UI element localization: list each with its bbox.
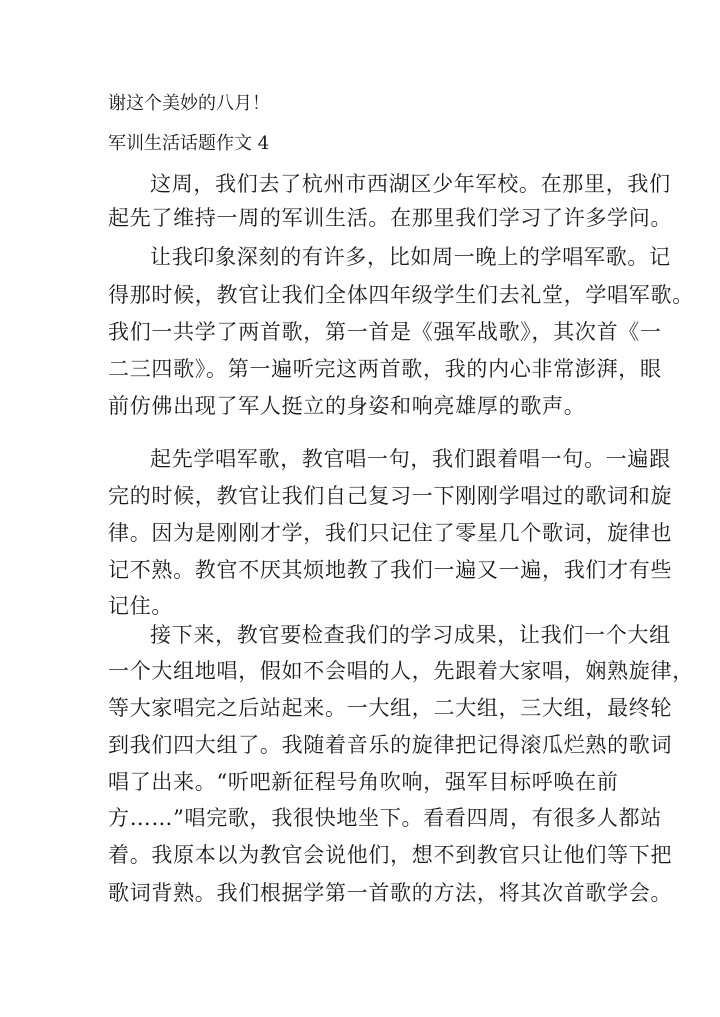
paragraph-line: 唱了出来。“听吧新征程号角吹响，强军目标呼唤在前 <box>108 770 619 794</box>
paragraph-line: 让我印象深刻的有许多，比如周一晚上的学唱军歌。记 <box>150 245 671 269</box>
section-title: 军训生活话题作文 4 <box>108 133 270 154</box>
paragraph-line: 等大家唱完之后站起来。一大组，二大组，三大组，最终轮 <box>108 696 673 720</box>
paragraph-line: 接下来，教官要检查我们的学习成果，让我们一个大组 <box>150 623 671 647</box>
paragraph-line: 完的时候，教官让我们自己复习一下刚刚学唱过的歌词和旋 <box>108 484 673 508</box>
paragraph-line: 方……”唱完歌，我很快地坐下。看看四周，有很多人都站 <box>108 806 662 830</box>
paragraph-line: 前仿佛出现了军人挺立的身姿和响亮雄厚的歌声。 <box>108 394 586 418</box>
paragraph-line: 起先了维持一周的军训生活。在那里我们学习了许多学问。 <box>108 206 673 230</box>
paragraph-line: 得那时候，教官让我们全体四年级学生们去礼堂，学唱军歌。 <box>108 283 694 307</box>
paragraph-line: 记不熟。教官不厌其烦地教了我们一遍又一遍，我们才有些 <box>108 558 673 582</box>
paragraph-line: 一个大组地唱，假如不会唱的人，先跟着大家唱，娴熟旋律， <box>108 659 694 683</box>
paragraph-line: 记住。 <box>108 594 174 618</box>
paragraph-line: 我们一共学了两首歌，第一首是《强军战歌》，其次首《一 <box>108 320 662 344</box>
closing-line: 谢这个美妙的八月！ <box>108 93 270 114</box>
paragraph-line: 二三四歌》。第一遍听完这两首歌，我的内心非常澎湃，眼 <box>108 357 662 381</box>
paragraph-line: 律。因为是刚刚才学，我们只记住了零星几个歌词，旋律也 <box>108 521 673 545</box>
paragraph-line: 歌词背熟。我们根据学第一首歌的方法，将其次首歌学会。 <box>108 881 673 905</box>
paragraph-line: 起先学唱军歌，教官唱一句，我们跟着唱一句。一遍跟 <box>150 447 671 471</box>
paragraph-line: 这周，我们去了杭州市西湖区少年军校。在那里，我们 <box>150 172 671 196</box>
paragraph-line: 到我们四大组了。我随着音乐的旋律把记得滚瓜烂熟的歌词 <box>108 733 673 757</box>
paragraph-line: 着。我原本以为教官会说他们，想不到教官只让他们等下把 <box>108 843 673 867</box>
